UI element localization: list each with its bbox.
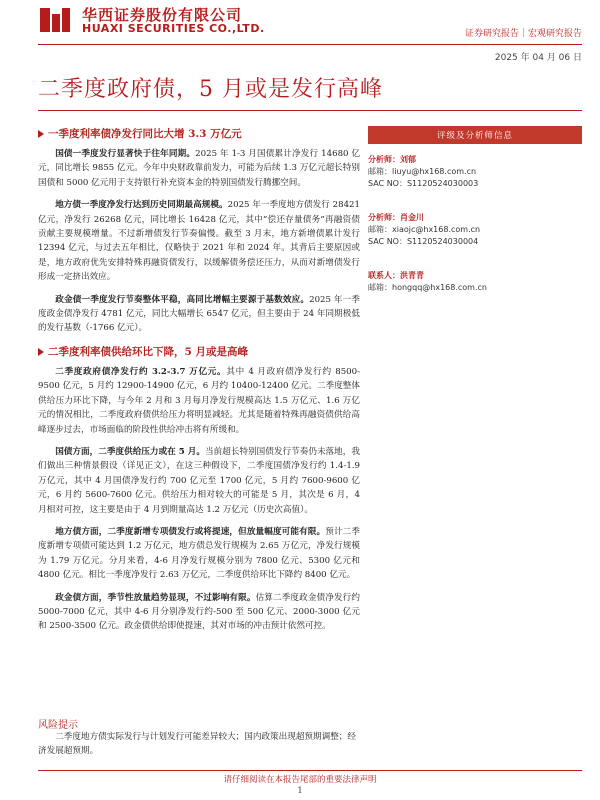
paragraph: 地方债方面，二季度新增专项债发行或将提速，但放量幅度可能有限。预计二季度新增专项债可能达到 1.2 万亿元，地方债总发行规模为 2.65 万亿元，净发行规模为 1.79 万亿元。分月来看，4-6 月净发行规模分别为 7800 亿元、5300 亿元和 4800 亿元。相比一季度净发行 2.63 万亿元，二季度供给环比下降约 8400 亿元。 [38,526,360,581]
paragraph: 地方债一季度净发行达到历史同期最高规模。2025 年一季度地方债发行 28421 亿元，净发行 26268 亿元，同比增长 16428 亿元，其中“偿还存量债务”再融资债贡献主要规模增量。不过新增债发行节奏偏慢。截至 3 月末，地方新增债累计发行 12394 亿元，与过去五年相比，仅略快于 2021 年和 2024 年。其背后主要原因或是，地方政府优先安排特殊再融资债发行，以缓解债务偿还压力，从而对新增债发行形成一定挤出效应。 [38,200,360,283]
analyst-email-link[interactable]: xiaojc@hx168.com.cn [392,225,481,234]
footer-divider [38,770,582,771]
analyst-card: 分析师：肖金川 邮箱：xiaojc@hx168.com.cn SAC NO：S1120524030004 [368,213,481,246]
analyst-sidebar [368,126,582,294]
analyst-card: 分析师：刘郁 邮箱：liuyu@hx168.com.cn SAC NO：S1120524030003 [368,155,479,188]
contact-name: 洪青青 [400,271,424,280]
report-date: 2025 年 04 月 06 日 [494,53,582,63]
section-heading: 二季度利率债供给环比下降，5 月或是高峰 [38,344,360,359]
contact-card: 联系人：洪青青 邮箱：hongqq@hx168.com.cn [368,271,487,292]
paragraph: 二季度政府债净发行约 3.2-3.7 万亿元。其中 4 月政府债净发行约 8500-9500 亿元，5 月约 12900-14900 亿元，6 月约 10400-12400 亿元。二季度整体供给压力环比下降，与今年 2 月和 3 月每月净发行规模高达 1.5 万亿元、1.6 万亿元的情况相比，二季度政府债供给压力将明显减轻。尤其是随着特殊再融资债供给高峰逐步过去，市场面临的阶段性供给冲击将有所缓和。 [38,366,361,435]
paragraph: 国债一季度发行显著快于往年同期。2025 年 1-3 月国债累计净发行 14680 亿元，同比增长 9855 亿元。今年中央财政靠前发力，可能为后续 1.3 万亿元超长特别国债和 5000 亿元用于支持银行补充资本金的特别国债发行腾挪空间。 [38,149,360,188]
triangle-bullet-icon [38,348,44,356]
legal-disclaimer: 请仔细阅读在本报告尾部的重要法律声明 [223,775,377,785]
page-title: 二季度政府债，5 月或是发行高峰 [38,77,383,102]
sidebar-header: 评级及分析师信息 [368,126,582,144]
main-content [38,126,360,642]
analyst-name: 刘郁 [400,155,416,164]
section-heading: 一季度利率债净发行同比大增 3.3 万亿元 [38,126,360,141]
report-type: 证券研究报告｜宏观研究报告 [464,29,582,39]
paragraph: 国债方面，二季度供给压力或在 5 月。当前超长特别国债发行节奏仍未落地，我们做出三种情景假设（详见正文），在这三种假设下，二季度国债净发行约 1.4-1.9 万亿元，其中 4 月国债净发行约 700 亿元至 1700 亿元，5 月约 7600-9600 亿元，6 月约 5600-7600 亿元。供给压力相对较大的可能是 5 月，其次是 6 月，4 月相对可控，这主要是由于 4 月到期量高达 1.2 万亿元（历史次高值）。 [38,446,360,515]
analyst-sac: S1120524030003 [406,179,479,188]
analyst-sac: S1120524030004 [406,237,479,246]
contact-email-link[interactable]: hongqq@hx168.com.cn [392,283,487,292]
paragraph: 政金债一季度发行节奏整体平稳，高同比增幅主要源于基数效应。2025 年一季度政金债净发行 4781 亿元，同比大幅增长 6547 亿元，但主要由于 24 年同期极低的发行基数（-1766 亿元）。 [38,294,360,334]
title-divider [38,110,582,111]
analyst-name: 肖金川 [400,213,424,222]
company-name-cn: 华西证券股份有限公司 [82,6,243,24]
huaxi-logo-icon [38,6,72,34]
header-divider [38,44,582,45]
risk-text: 二季度地方债实际发行与计划发行可能差异较大；国内政策出现超预期调整；经济发展超预期。 [38,732,356,757]
page-number: 1 [297,786,303,795]
triangle-bullet-icon [38,130,44,138]
analyst-email-link[interactable]: liuyu@hx168.com.cn [392,167,477,176]
paragraph: 政金债方面，季节性放量趋势显现，不过影响有限。估算二季度政金债净发行约 5000-7000 亿元，其中 4-6 月分别净发行约-500 至 500 亿元、2000-3000 亿元和 2500-3500 亿元。政金债供给即使提速，其对市场的冲击预计依然可控。 [38,592,360,632]
risk-title: 风险提示 [38,720,78,731]
company-name-en: HUAXI SECURITIES CO.,LTD. [82,22,265,35]
